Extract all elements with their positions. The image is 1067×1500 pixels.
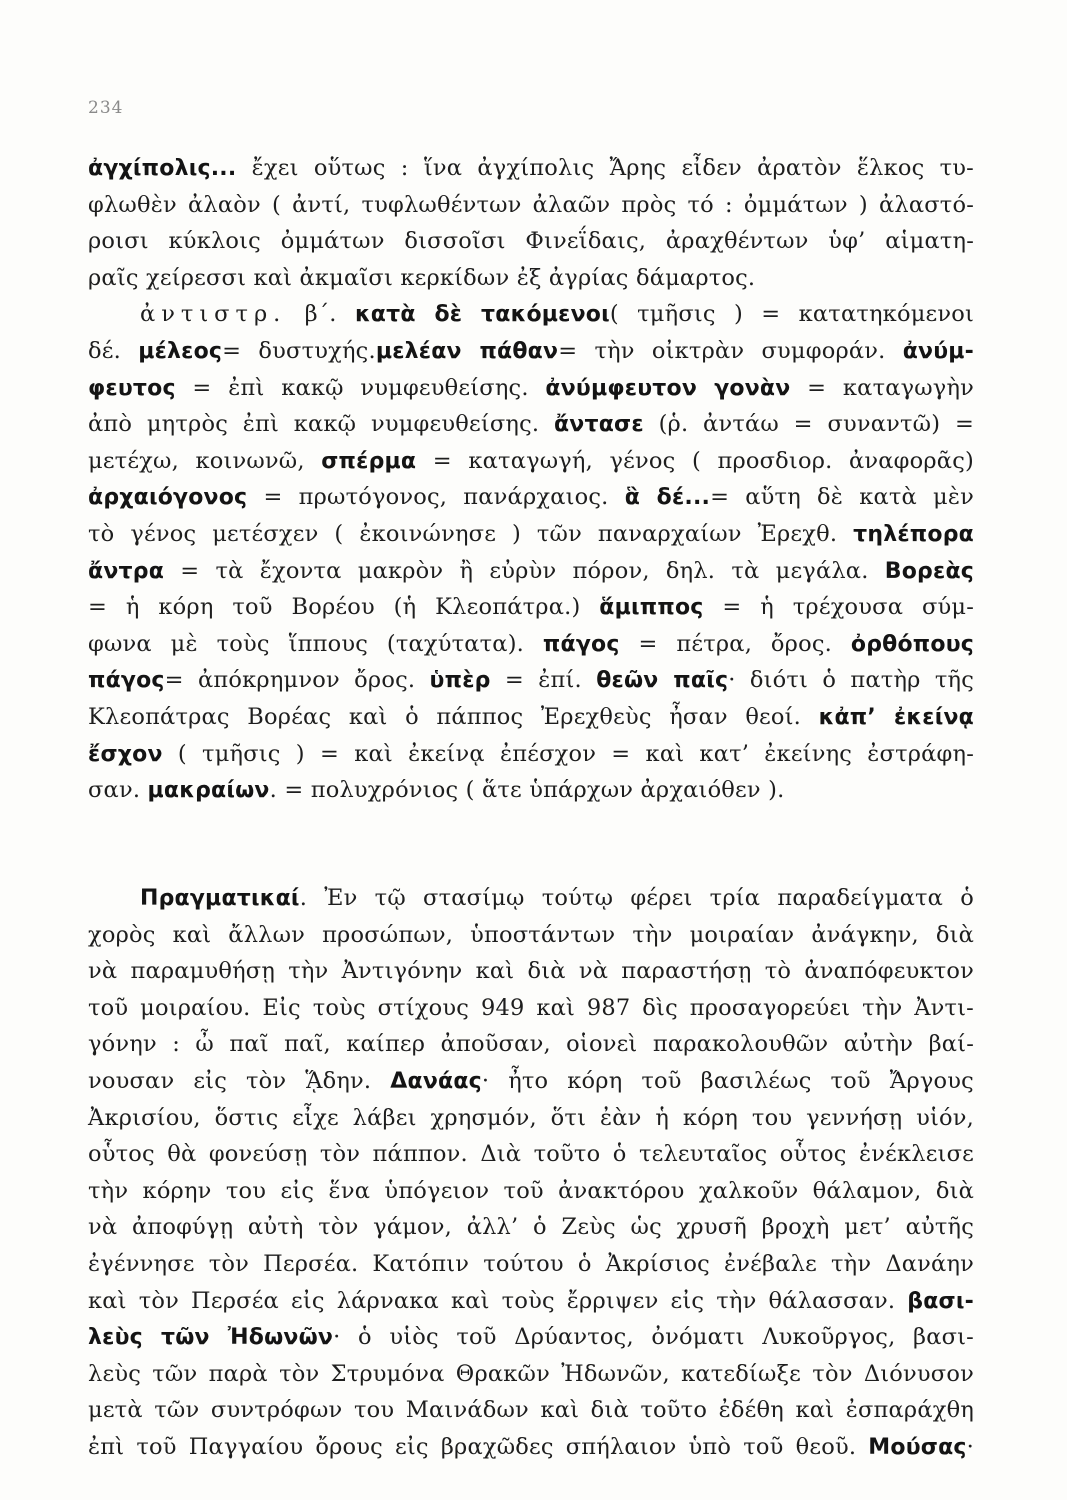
lemma: ὀρθόπους — [850, 631, 974, 657]
lemma: ἔσχον — [88, 741, 163, 767]
text-line: ἀντιστρ. β΄. κατὰ δὲ τακόμενοι( τμῆσις ) = κατατηκόμενοι — [140, 301, 975, 328]
lemma: ἃ δέ... — [624, 485, 711, 511]
lemma: ἀνύμφευτον γονὰν — [545, 375, 791, 401]
lemma: ἀγχίπολις... — [88, 156, 237, 181]
lemma: Μούσας — [868, 1434, 967, 1460]
lemma: πάγος — [542, 631, 620, 657]
lemma: μακραίων — [147, 778, 270, 804]
text-line: χορὸς καὶ ἄλλων προσώπων, ὑποστάντων τὴν μοιραίαν ἀνάγκην, διὰ — [88, 921, 974, 948]
commentary-paragraph — [88, 150, 974, 809]
text-line: πάγος= ἀπόκρημνον ὄρος. ὑπὲρ = ἐπί. θεῶν παῖς· διότι ὁ πατὴρ τῆς — [88, 667, 974, 694]
text-line: ἐγέννησε τὸν Περσέα. Κατόπιν τούτου ὁ Ἀκρίσιος ἐνέβαλε τὴν Δανάην — [88, 1250, 974, 1277]
text-line: τοῦ μοιραίου. Εἰς τοὺς στίχους 949 καὶ 987 δὶς προσαγορεύει τὴν Ἀντι- — [88, 994, 974, 1021]
text-line: Πραγματικαί. Ἐν τῷ στασίμῳ τούτῳ φέρει τρία παραδείγματα ὁ — [140, 885, 974, 911]
text-line: μετέχω, κοινωνῶ, σπέρμα = καταγωγή, γένος ( προσδιορ. ἀναφορᾶς) — [88, 447, 974, 474]
text-line: ἔσχον ( τμῆσις ) = καὶ ἐκείνᾳ ἐπέσχον = καὶ κατ’ ἐκείνης ἐστράφη- — [88, 740, 974, 767]
lemma: μελέαν πάθαν — [375, 338, 559, 364]
text-line: νὰ ἀποφύγῃ αὐτὴ τὸν γάμον, ἀλλ’ ὁ Ζεὺς ὡς χρυσῆ βροχὴ μετ’ αὐτῆς — [88, 1214, 974, 1241]
lemma: λεὺς τῶν Ἠδωνῶν — [88, 1325, 334, 1351]
lemma: ἀρχαιόγονος — [88, 485, 248, 511]
text-line: τὴν κόρην του εἰς ἕνα ὑπόγειον τοῦ ἀνακτόρου χαλκοῦν θάλαμον, διὰ — [88, 1177, 974, 1204]
text-line: λεὺς τῶν Ἠδωνῶν· ὁ υἱὸς τοῦ Δρύαντος, ὀνόματι Λυκοῦργος, βασι- — [88, 1324, 974, 1351]
text-line: νουσαν εἰς τὸν ᾍδην. Δανάας· ἦτο κόρη τοῦ βασιλέως τοῦ Ἄργους — [88, 1067, 974, 1094]
text-line: καὶ τὸν Περσέα εἰς λάρνακα καὶ τοὺς ἔρριψεν εἰς τὴν θάλασσαν. βασι- — [88, 1287, 974, 1314]
text-line: φλωθὲν ἀλαὸν ( ἀντί, τυφλωθέντων ἀλαῶν πρὸς τό : ὀμμάτων ) ἀλαστό- — [88, 191, 974, 218]
lemma: πάγος — [88, 668, 165, 694]
text-line: Ἀκρισίου, ὅστις εἶχε λάβει χρησμόν, ὅτι ἐὰν ἡ κόρη του γεννήσῃ υἱόν, — [88, 1104, 974, 1131]
text-line: ροισι κύκλοις ὀμμάτων δισσοῖσι Φινεΐδαις, ἀραχθέντων ὑφ’ αἱματη- — [88, 228, 974, 255]
lemma: Βορεὰς — [884, 558, 974, 584]
lemma: ἄντασε — [553, 412, 644, 438]
lemma: βασι- — [907, 1288, 974, 1314]
text-line: ἄντρα = τὰ ἔχοντα μακρὸν ἢ εὐρὺν πόρον, δηλ. τὰ μεγάλα. Βορεὰς — [88, 557, 974, 584]
historical-notes-paragraph — [88, 880, 974, 1466]
lemma: Δανάας — [390, 1068, 482, 1094]
lemma: μέλεος — [138, 338, 223, 364]
lemma: ἀνύμ- — [902, 338, 975, 364]
text-line: φευτος = ἐπὶ κακῷ νυμφευθείσης. ἀνύμφευτον γονὰν = καταγωγὴν — [88, 374, 975, 401]
text-line: Κλεοπάτρας Βορέας καὶ ὁ πάππος Ἐρεχθεὺς ἦσαν θεοί. κἀπ’ ἐκείνᾳ — [88, 703, 974, 730]
section-heading: Πραγματικαί — [140, 886, 300, 911]
lemma: κἀπ’ ἐκείνᾳ — [818, 704, 974, 730]
antistrophe-label: ἀντιστρ. — [140, 301, 287, 328]
lemma: θεῶν παῖς — [596, 668, 729, 694]
text-line: γόνην : ὦ παῖ παῖ, καίπερ ἀποῦσαν, οἱονεὶ παρακολουθῶν αὐτὴν βαί- — [88, 1031, 974, 1058]
lemma: ὑπὲρ — [429, 668, 491, 694]
lemma: τηλέπορα — [853, 521, 974, 547]
lemma: ἅμιππος — [599, 595, 704, 621]
lemma: φευτος — [88, 375, 176, 401]
text-line: τὸ γένος μετέσχεν ( ἐκοινώνησε ) τῶν παναρχαίων Ἐρεχθ. τηλέπορα — [88, 520, 974, 547]
text-line: ἐπὶ τοῦ Παγγαίου ὄρους εἰς βραχῶδες σπήλαιον ὑπὸ τοῦ θεοῦ. Μούσας· — [88, 1433, 974, 1460]
text-line: δέ. μέλεος= δυστυχής.μελέαν πάθαν= τὴν οἰκτρὰν συμφοράν. ἀνύμ- — [88, 337, 975, 364]
lemma: ἄντρα — [88, 558, 165, 584]
page-number: 234 — [88, 98, 124, 118]
text-line: νὰ παραμυθήσῃ τὴν Ἀντιγόνην καὶ διὰ νὰ παραστήσῃ τὸ ἀναπόφευκτον — [88, 958, 974, 985]
text-line: ἀρχαιόγονος = πρωτόγονος, πανάρχαιος. ἃ δέ...= αὕτη δὲ κατὰ μὲν — [88, 484, 975, 511]
text-line: φωνα μὲ τοὺς ἵππους (ταχύτατα). πάγος = πέτρα, ὄρος. ὀρθόπους — [88, 630, 974, 657]
text-line: σαν. μακραίων. = πολυχρόνιος ( ἅτε ὑπάρχων ἀρχαιόθεν ). — [88, 777, 785, 804]
text-line: λεὺς τῶν παρὰ τὸν Στρυμόνα Θρακῶν Ἠδωνῶν, κατεδίωξε τὸν Διόνυσον — [88, 1360, 974, 1387]
text-line: ἀπὸ μητρὸς ἐπὶ κακῷ νυμφευθείσης. ἄντασε (ῥ. ἀντάω = συναντῶ) = — [88, 411, 974, 438]
lemma: σπέρμα — [321, 448, 417, 474]
text-line: = ἡ κόρη τοῦ Βορέου (ἡ Κλεοπάτρα.) ἅμιππος = ἡ τρέχουσα σύμ- — [88, 594, 975, 621]
text-line: μετὰ τῶν συντρόφων του Μαινάδων καὶ διὰ τοῦτο ἐδέθη καὶ ἐσπαράχθη — [88, 1397, 974, 1424]
lemma: κατὰ δὲ τακόμενοι — [354, 302, 610, 328]
text-line: οὗτος θὰ φονεύσῃ τὸν πάππον. Διὰ τοῦτο ὁ τελευταῖος οὗτος ἐνέκλεισε — [88, 1141, 974, 1168]
text-line: ἀγχίπολις... ἔχει οὕτως : ἵνα ἀγχίπολις Ἄρης εἶδεν ἀρατὸν ἕλκος τυ- — [88, 155, 974, 181]
text-line: ραῖς χείρεσσι καὶ ἀκμαῖσι κερκίδων ἐξ ἀγρίας δάμαρτος. — [88, 264, 756, 291]
